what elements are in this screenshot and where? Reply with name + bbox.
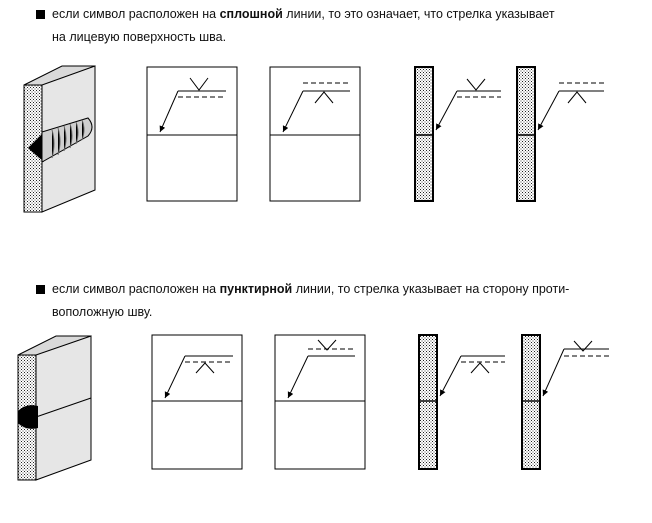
plate-3d-bead-weld [24, 66, 95, 212]
panel-7-section-dashed-bottom [419, 335, 505, 469]
panel-1-solid-symbol-top [147, 67, 237, 201]
panel-2-solid-symbol-bottom [270, 67, 360, 201]
panel-3-section-symbol-top [415, 67, 501, 201]
paragraph-1-line-2: на лицевую поверхность шва. [52, 30, 227, 44]
text-segment: если символ расположен на [52, 7, 220, 21]
panel-8-section-dashed-top [522, 335, 609, 469]
panel-5-dashed-symbol-bottom [152, 335, 242, 469]
panel-4-section-symbol-bottom [517, 67, 604, 201]
paragraph-2-line-2: воположную шву. [52, 305, 153, 319]
bold-term-dashed: пунктирной [219, 282, 293, 296]
text-segment: линии, то стрелка указывает на сторону проти- [292, 282, 570, 296]
panel-6-dashed-symbol-top [275, 335, 365, 469]
text-segment: если символ расположен на [52, 282, 220, 296]
bold-term-solid: сплошной [219, 7, 283, 21]
plate-3d-back-weld [18, 336, 91, 480]
text-segment: линии, то это означает, что стрелка указывает [282, 7, 555, 21]
